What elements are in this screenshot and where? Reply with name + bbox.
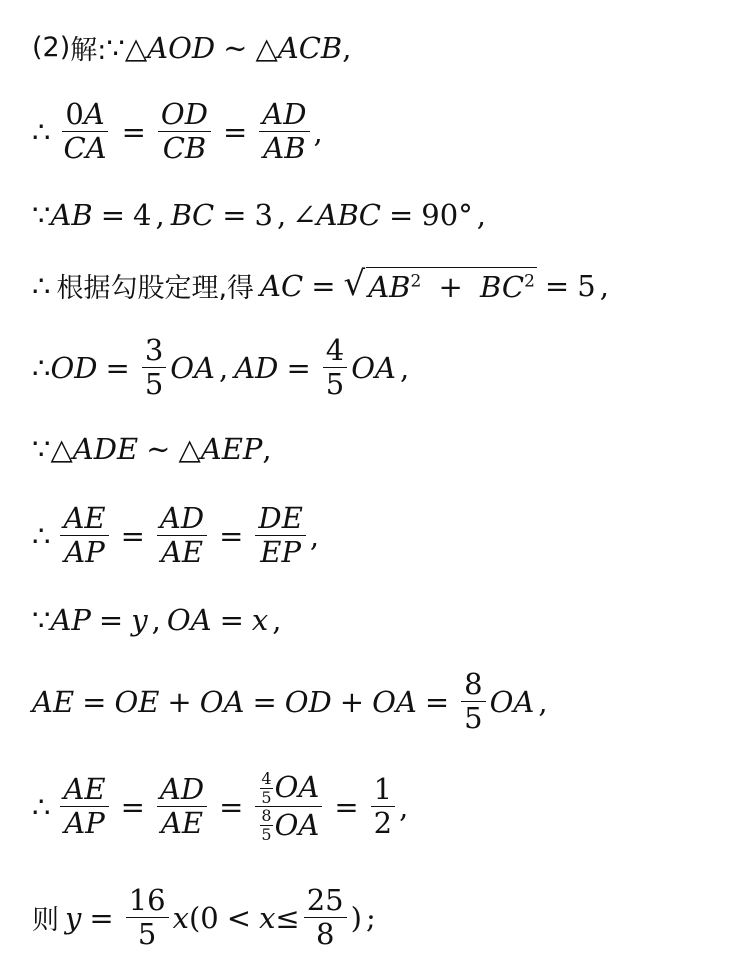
part-label: (2) <box>32 32 71 63</box>
fraction: $\frac{0A}{CA}$ <box>63 97 107 166</box>
line-2: ∴ $\frac{0A}{CA}$ = $\frac{OD}{CB}$ = $\frac{AD}{AB}$ , <box>32 97 323 166</box>
fraction: $\frac{3}{5}$ <box>142 334 166 402</box>
solve-label: 解: <box>70 35 107 66</box>
fraction: $\frac{AD}{AB}$ <box>259 98 309 166</box>
fraction: $\frac{AE}{AP}$ <box>60 773 108 841</box>
then-label: 则 <box>32 905 59 937</box>
fraction: $\frac{AD}{AE}$ <box>157 773 207 841</box>
line-4: ∴ 根据勾股定理,得 A C = √ $AB^2 + BC^2$ = 5 , <box>32 264 609 304</box>
line-6: ∵ △ A D E ∼ △ A E P , <box>32 432 272 466</box>
line-9: A E = O E + O A = O D + O A = $\frac{8}{5}$ O A , <box>32 667 548 736</box>
line-1: (2) 解: ∵ △ A O D ∼ △ A C B , <box>32 28 740 67</box>
line-5: ∴ O D = $\frac{3}{5}$ O A , A D = $\frac{4}{5}$ O A , <box>32 333 410 402</box>
fraction: $\frac{8}{5}$ <box>461 668 485 736</box>
pythagoras-text: 根据勾股定理,得 <box>56 273 255 304</box>
fraction: $\frac{AD}{AE}$ <box>157 502 207 570</box>
fraction: $\frac{4}{5}$ <box>323 334 347 402</box>
line-3: ∵ A B = 4 , B C = 3 , ∠ A B C = 90 ° , <box>32 198 486 232</box>
compound-fraction: $\frac{4}{5}$ O A $\frac{8}{5}$ O A <box>255 770 322 843</box>
fraction: $\frac{1}{2}$ <box>371 773 395 841</box>
square-root: √ $AB^2 + BC^2$ <box>343 264 535 304</box>
line-10: ∴ $\frac{AE}{AP}$ = $\frac{AD}{AE}$ = $\frac{4}{5}$ O A $\frac{8}{5}$ O A = $\frac{1}{2}$ , <box>32 769 409 844</box>
fraction: $\frac{DE}{EP}$ <box>255 502 305 570</box>
line-8: ∵ A P = y , O A = x , <box>32 603 282 637</box>
fraction: $\frac{OD}{CB}$ <box>158 98 211 166</box>
line-7: ∴ $\frac{AE}{AP}$ = $\frac{AD}{AE}$ = $\frac{DE}{EP}$ , <box>32 501 320 570</box>
fraction: $\frac{AE}{AP}$ <box>60 502 108 570</box>
fraction: $\frac{25}{8}$ <box>304 884 347 952</box>
fraction: $\frac{16}{5}$ <box>126 884 169 952</box>
line-11: 则 y = $\frac{16}{5}$ x ( 0 < x ≤ $\frac{25}{8}$ ) ; <box>32 883 376 952</box>
